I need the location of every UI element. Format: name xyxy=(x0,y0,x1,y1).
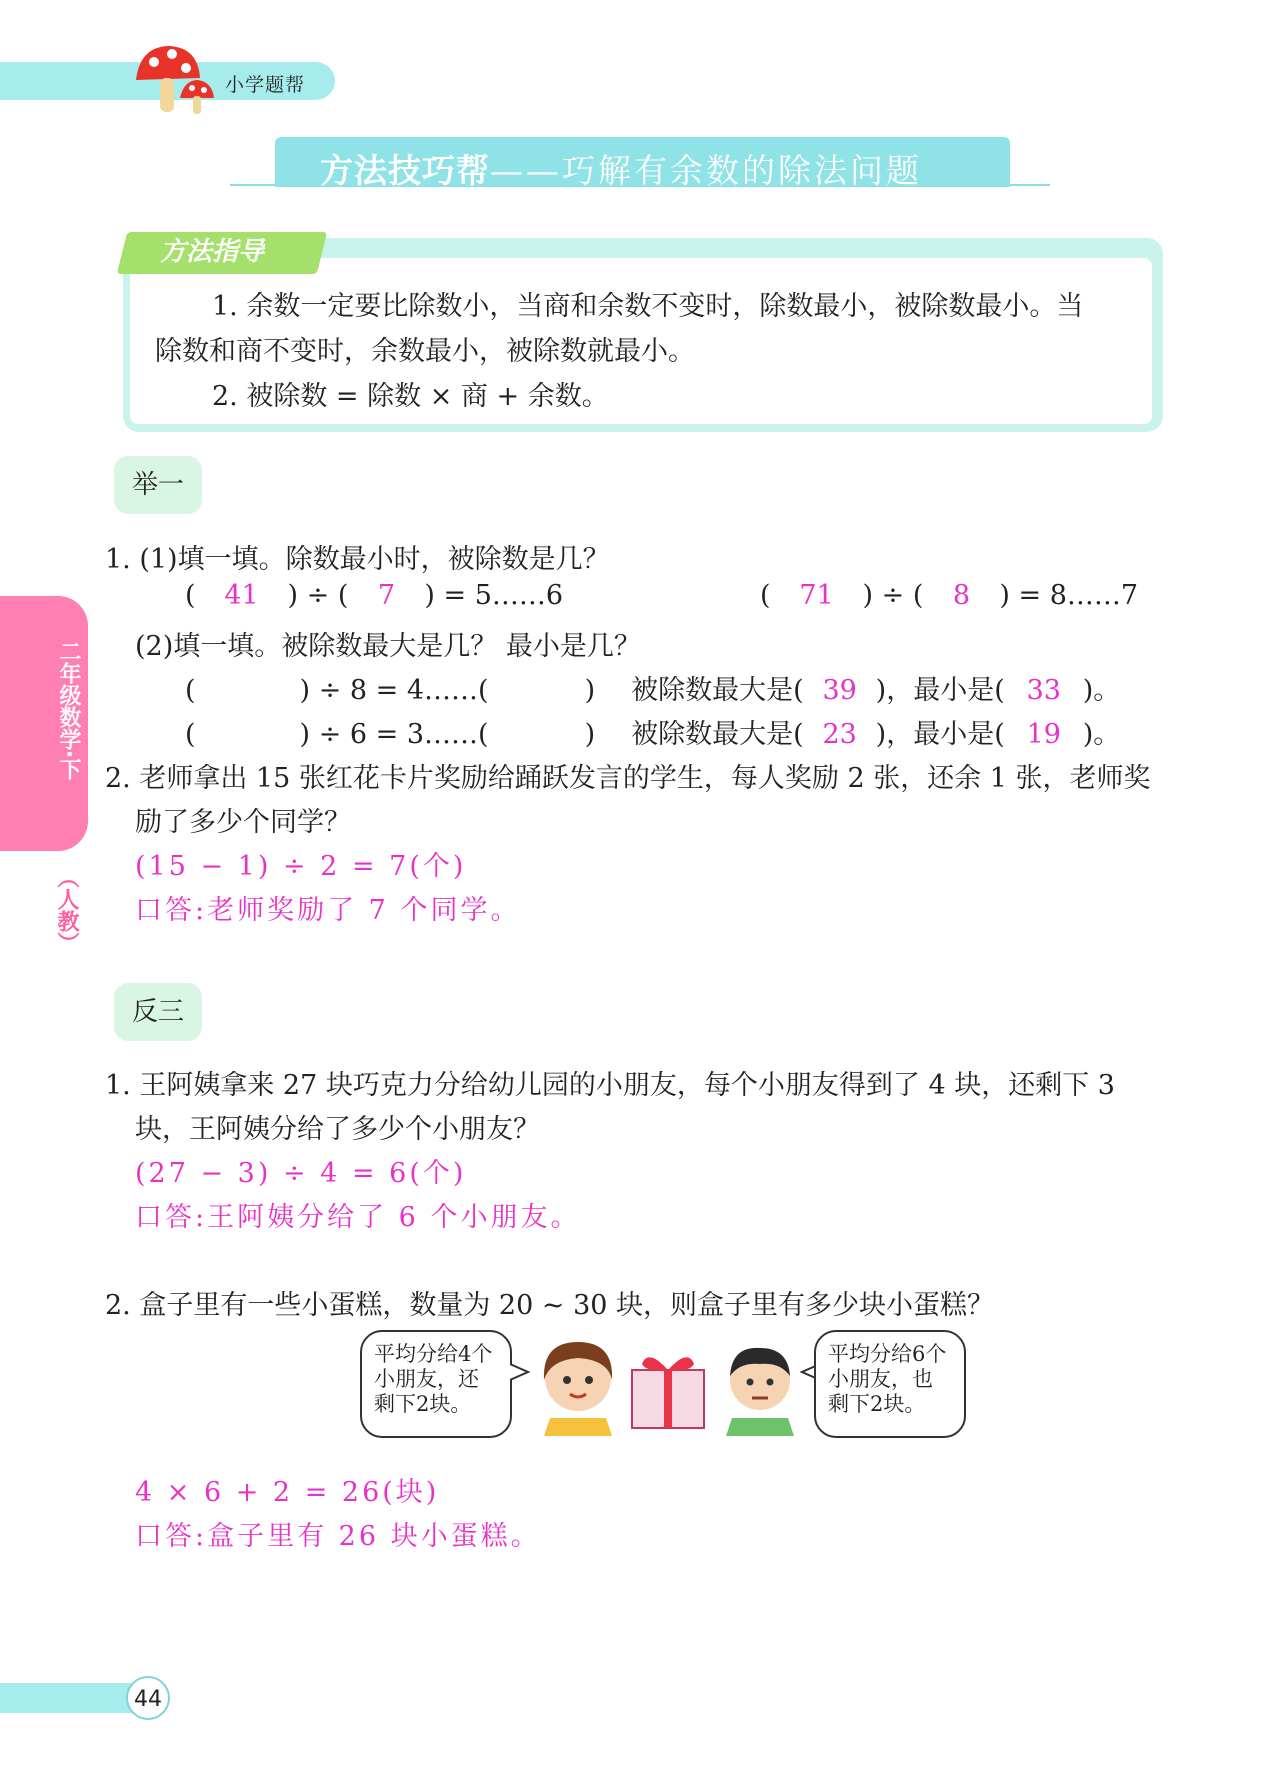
method-guide-label: 方法指导 xyxy=(160,237,265,267)
q1-row-1: ( ) ÷ 8 = 4……( ) 被除数最大是( 39 )，最小是( 33 )。 xyxy=(185,675,1121,706)
mushroom-icon xyxy=(130,40,220,118)
side-grade-label: 二年级数学·下 xyxy=(56,640,81,781)
row-end: )。 xyxy=(1082,675,1121,706)
row-label-max: 被除数最大是( xyxy=(631,719,804,750)
q2-line-2: 励了多少个同学？ xyxy=(135,807,351,838)
practice-q2-answer: 口答:盒子里有 26 块小蛋糕。 xyxy=(135,1521,541,1552)
answer-dividend: 41 xyxy=(224,580,259,611)
section-tag-practice: 反三 xyxy=(114,983,202,1041)
q1-equation-2: ( 71 ) ÷ ( 8 ) = 8……7 xyxy=(760,580,1139,611)
row-label-min: )，最小是( xyxy=(875,719,1005,750)
guide-line-2: 除数和商不变时，余数最小，被除数就最小。 xyxy=(155,336,695,367)
title-main: 方法技巧帮 xyxy=(320,151,490,190)
equation-result: ) = 5……6 xyxy=(424,580,564,611)
section-tag-example: 举一 xyxy=(114,456,202,514)
row-label-min: )，最小是( xyxy=(875,675,1005,706)
gift-box-icon xyxy=(626,1340,710,1432)
speech-bubble-left: 平均分给4个小朋友，还剩下2块。 xyxy=(360,1330,512,1438)
girl-icon xyxy=(528,1336,624,1436)
practice-q1-calculation: (27 − 3) ÷ 4 = 6(个) xyxy=(135,1158,467,1189)
title-sub: ——巧解有余数的除法问题 xyxy=(490,151,922,190)
answer-divisor: 7 xyxy=(377,580,395,611)
q1-row-2: ( ) ÷ 6 = 3……( ) 被除数最大是( 23 )，最小是( 19 )。 xyxy=(185,719,1121,750)
brand-name: 小学题帮 xyxy=(225,74,306,96)
answer-min: 33 xyxy=(1026,675,1061,706)
answer-max: 23 xyxy=(822,719,857,750)
side-edition-label: （人教） xyxy=(54,866,79,954)
practice-q2-calculation: 4 × 6 + 2 = 26(块) xyxy=(135,1477,440,1508)
q2-calculation: (15 − 1) ÷ 2 = 7(个) xyxy=(135,851,467,882)
speech-bubble-right: 平均分给6个小朋友，也剩下2块。 xyxy=(814,1330,966,1438)
practice-q1-answer: 口答:王阿姨分给了 6 个小朋友。 xyxy=(135,1202,581,1233)
answer-divisor: 8 xyxy=(952,580,970,611)
row-end: )。 xyxy=(1082,719,1121,750)
page-number: 44 xyxy=(126,1676,170,1720)
answer-min: 19 xyxy=(1026,719,1061,750)
boy-icon xyxy=(714,1336,810,1436)
row-expr: ÷ 8 = 4……( xyxy=(318,675,489,706)
answer-max: 39 xyxy=(822,675,857,706)
q1-equation-1: ( 41 ) ÷ ( 7 ) = 5……6 xyxy=(185,580,564,611)
q2-answer: 口答:老师奖励了 7 个同学。 xyxy=(135,895,521,926)
equation-result: ) = 8……7 xyxy=(999,580,1139,611)
page-title xyxy=(320,145,922,192)
practice-q1-line-1: 1. 王阿姨拿来 27 块巧克力分给幼儿园的小朋友，每个小朋友得到了 4 块，还剩下 3 xyxy=(105,1070,1115,1101)
answer-dividend: 71 xyxy=(799,580,834,611)
practice-q2-line-1: 2. 盒子里有一些小蛋糕，数量为 20 ~ 30 块，则盒子里有多少块小蛋糕？ xyxy=(105,1290,995,1321)
row-label-max: 被除数最大是( xyxy=(631,675,804,706)
row-expr: ÷ 6 = 3……( xyxy=(318,719,489,750)
practice-q1-line-2: 块，王阿姨分给了多少个小朋友？ xyxy=(135,1114,540,1145)
guide-line-3: 2. 被除数 = 除数 × 商 + 余数。 xyxy=(212,381,609,412)
guide-line-1: 1. 余数一定要比除数小，当商和余数不变时，除数最小，被除数最小。当 xyxy=(212,291,1084,322)
bubble-pointer-left xyxy=(510,1362,530,1382)
q1-prompt-1: 1. (1)填一填。除数最小时，被除数是几？ xyxy=(105,544,610,575)
q1-prompt-2: (2)填一填。被除数最大是几？ 最小是几？ xyxy=(135,631,641,662)
q2-line-1: 2. 老师拿出 15 张红花卡片奖励给踊跃发言的学生，每人奖励 2 张，还余 1 张，老师奖 xyxy=(105,763,1151,794)
